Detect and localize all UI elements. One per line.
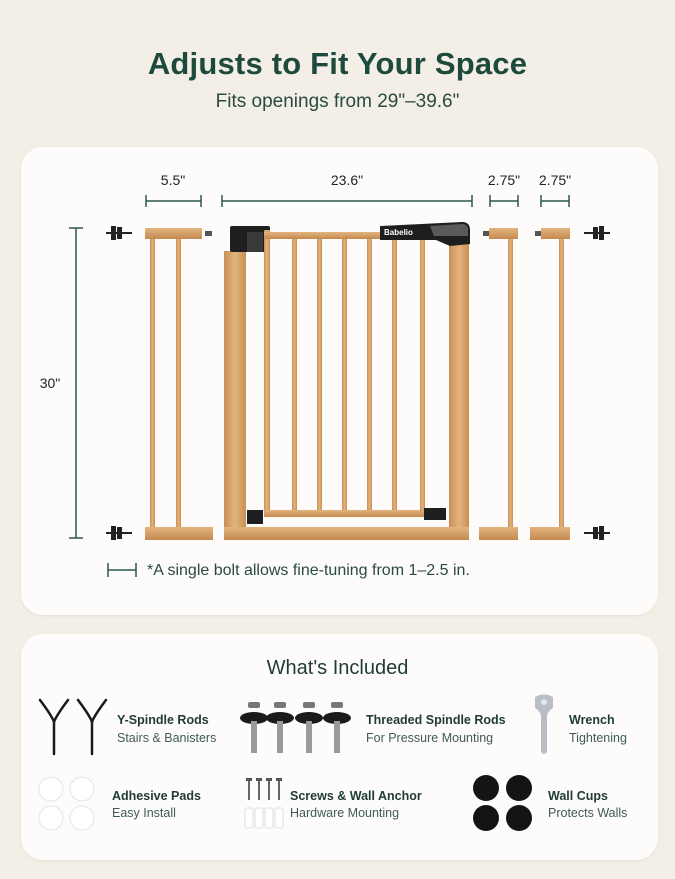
page-subtitle: Fits openings from 29"–39.6" — [215, 91, 460, 112]
dim-ext-small-1: 2.75" — [487, 172, 521, 188]
page-title: Adjusts to Fit Your Space — [147, 46, 528, 81]
item-name-adhesive-pads: Adhesive Pads — [112, 789, 201, 803]
wrench-icon — [535, 695, 553, 755]
included-title: What's Included — [266, 657, 409, 679]
item-desc-screws: Hardware Mounting — [290, 806, 400, 820]
item-name-wrench: Wrench — [569, 713, 615, 727]
item-desc-wall-cups: Protects Walls — [548, 806, 628, 820]
dim-ext-large: 5.5" — [160, 172, 186, 188]
item-desc-y-spindle: Stairs & Banisters — [117, 731, 217, 745]
dim-height: 30" — [39, 375, 61, 391]
item-desc-adhesive-pads: Easy Install — [112, 806, 176, 820]
threaded-spindle-rods-icon — [240, 702, 351, 753]
item-desc-wrench: Tightening — [569, 731, 627, 745]
y-spindle-rods-icon — [40, 700, 106, 754]
adhesive-pads-icon — [39, 777, 94, 830]
dim-gate-width: 23.6" — [330, 172, 364, 188]
dim-ext-small-2: 2.75" — [538, 172, 572, 188]
item-name-threaded-spindle: Threaded Spindle Rods — [366, 713, 506, 727]
wall-cups-icon — [473, 775, 532, 831]
screws-icon — [245, 778, 283, 828]
item-desc-threaded-spindle: For Pressure Mounting — [366, 731, 494, 745]
item-name-screws: Screws & Wall Anchor — [290, 789, 422, 803]
brand-label: Babelio — [384, 228, 413, 237]
item-name-wall-cups: Wall Cups — [548, 789, 608, 803]
item-name-y-spindle: Y-Spindle Rods — [117, 713, 209, 727]
fine-tuning-note: *A single bolt allows fine-tuning from 1–2.5 in. — [147, 562, 470, 579]
